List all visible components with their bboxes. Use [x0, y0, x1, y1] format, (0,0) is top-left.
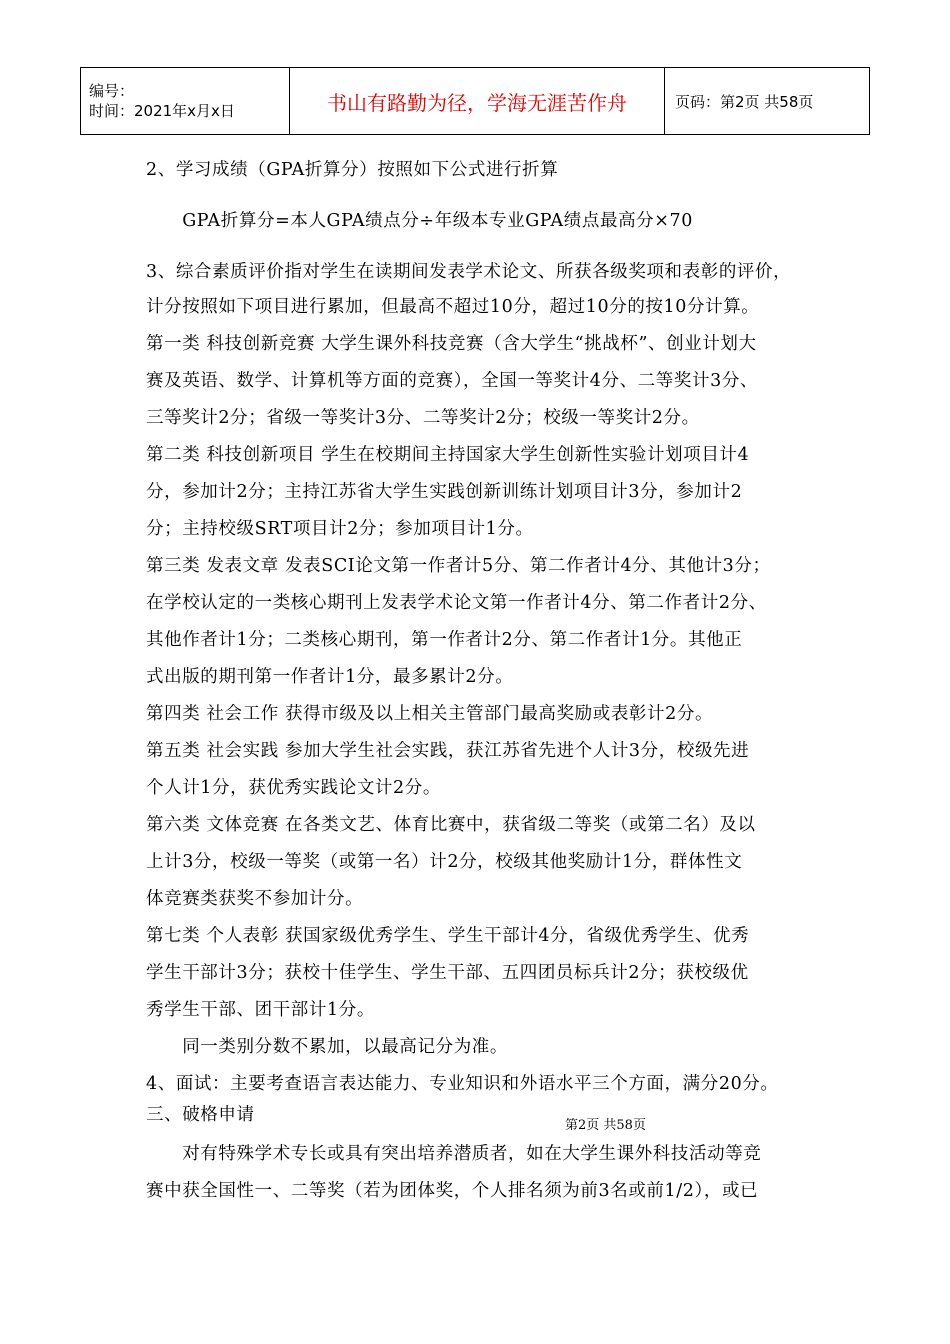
section-heading: 三、破格申请: [146, 1105, 255, 1125]
body-line: 计分按照如下项目进行累加，但最高不超过10分，超过10分的按10分计算。: [146, 297, 760, 317]
body-line: 第二类 科技创新项目 学生在校期间主持国家大学生创新性实验计划项目计4: [146, 445, 750, 465]
body-line: 第五类 社会实践 参加大学生社会实践，获江苏省先进个人计3分，校级先进: [146, 741, 750, 761]
body-line: 在学校认定的一类核心期刊上发表学术论文第一作者计4分、第二作者计2分、: [146, 593, 767, 613]
body-line: 其他作者计1分；二类核心期刊，第一作者计2分、第二作者计1分。其他正: [146, 630, 743, 650]
body-line: 同一类别分数不累加，以最高记分为准。: [146, 1037, 508, 1057]
body-line: 个人计1分，获优秀实践论文计2分。: [146, 778, 441, 798]
motto: 书山有路勤为径，学海无涯苦作舟: [290, 68, 665, 135]
body-line: 式出版的期刊第一作者计1分，最多累计2分。: [146, 667, 514, 687]
code-label: 编号：: [89, 82, 135, 100]
body-line: 分；主持校级SRT项目计2分；参加项目计1分。: [146, 519, 534, 539]
page-info: 页码：第2页 共58页: [665, 68, 870, 135]
body-line: 秀学生干部、团干部计1分。: [146, 1000, 375, 1020]
body-line: 第六类 文体竞赛 在各类文艺、体育比赛中，获省级二等奖（或第二名）及以: [146, 815, 756, 835]
body-line: 对有特殊学术专长或具有突出培养潜质者，如在大学生课外科技活动等竞: [146, 1144, 762, 1164]
body-line: 体竞赛类获奖不参加计分。: [146, 889, 364, 909]
body-line: 学生干部计3分；获校十佳学生、学生干部、五四团员标兵计2分；获校级优: [146, 963, 749, 983]
body-line: 三等奖计2分；省级一等奖计3分、二等奖计2分；校级一等奖计2分。: [146, 408, 700, 428]
body-line: 第三类 发表文章 发表SCI论文第一作者计5分、第二作者计4分、其他计3分；: [146, 556, 771, 576]
header-left-cell: [81, 68, 290, 135]
header-table: [80, 67, 870, 135]
page-footer: 第2页 共58页: [565, 1118, 646, 1133]
body-line: GPA折算分=本人GPA绩点分÷年级本专业GPA绩点最高分×70: [146, 211, 694, 231]
body-line: 第四类 社会工作 获得市级及以上相关主管部门最高奖励或表彰计2分。: [146, 704, 714, 724]
body-line: 4、面试：主要考查语言表达能力、专业知识和外语水平三个方面，满分20分。: [146, 1074, 779, 1094]
body-line: 分，参加计2分；主持江苏省大学生实践创新训练计划项目计3分，参加计2: [146, 482, 743, 502]
body-line: 第七类 个人表彰 获国家级优秀学生、学生干部计4分，省级优秀学生、优秀: [146, 926, 750, 946]
time-label: 时间：2021年x月x日: [89, 102, 235, 120]
body-line: 3、综合素质评价指对学生在读期间发表学术论文、所获各级奖项和表彰的评价，: [146, 262, 792, 282]
body-line: 赛中获全国性一、二等奖（若为团体奖，个人排名须为前3名或前1/2），或已: [146, 1181, 759, 1201]
body-line: 上计3分，校级一等奖（或第一名）计2分，校级其他奖励计1分，群体性文: [146, 852, 743, 872]
body-line: 赛及英语、数学、计算机等方面的竞赛），全国一等奖计4分、二等奖计3分、: [146, 371, 759, 391]
body-line: 第一类 科技创新竞赛 大学生课外科技竞赛（含大学生“挑战杯”、创业计划大: [146, 334, 757, 354]
body-line: 2、学习成绩（GPA折算分）按照如下公式进行折算: [146, 160, 559, 180]
